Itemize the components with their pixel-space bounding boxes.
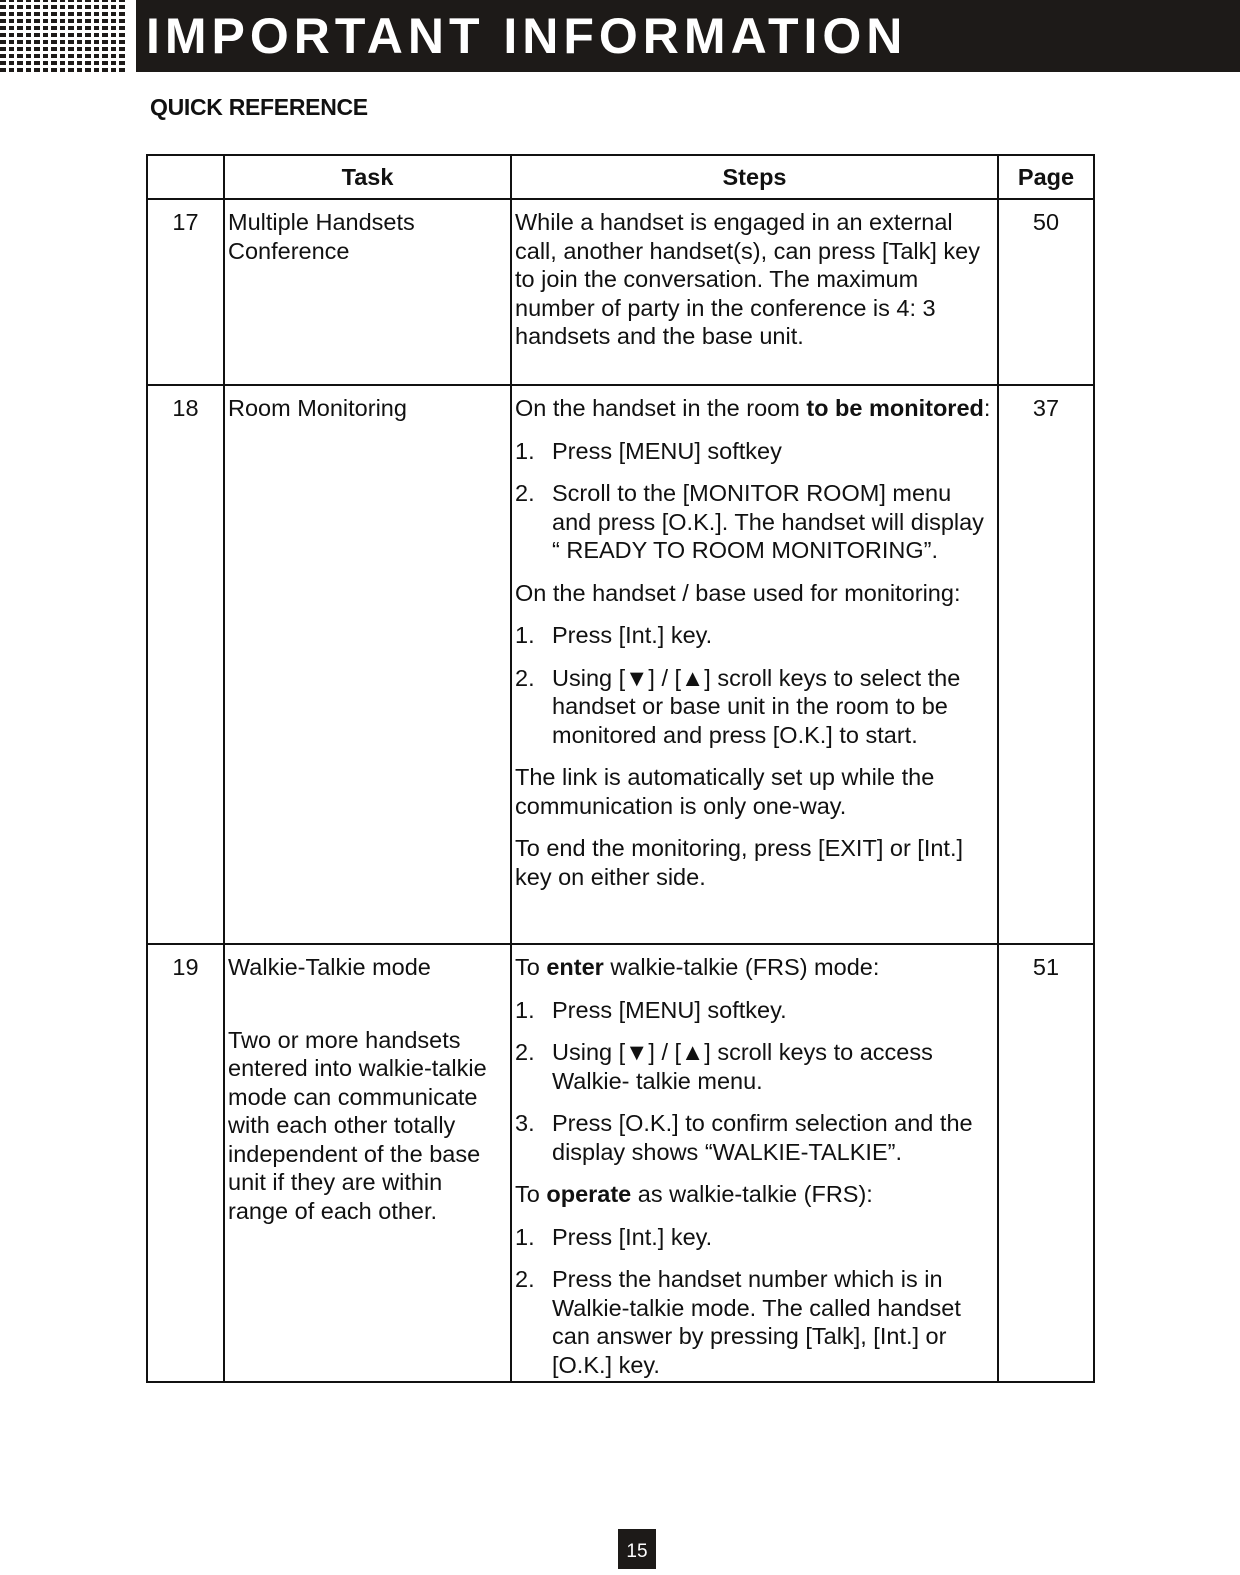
header-page: Page xyxy=(998,155,1094,199)
steps-text: While a handset is engaged in an external call, another handset(s), can press [Talk] key to join the conversation. The maximum number of party in the conference is 4: 3 handsets and the base unit. xyxy=(515,209,980,349)
table-row xyxy=(147,385,1094,944)
list-item: 2. Press the handset number which is in Walkie-talkie mode. The called handset can answer by pressing [Talk], [Int.] or [O.K.] key. xyxy=(515,1266,961,1378)
task-name: Walkie-Talkie mode xyxy=(228,954,431,980)
steps-intro: On the handset in the room to be monitored: xyxy=(515,395,991,421)
list-item: 1. Press [MENU] softkey. xyxy=(515,996,787,1023)
list-item: 1. Press [Int.] key. xyxy=(515,622,713,648)
page-reference: 51 xyxy=(998,944,1094,1382)
steps-list xyxy=(515,437,993,565)
quick-reference-table xyxy=(146,154,1095,1383)
task-name: Multiple Handsets Conference xyxy=(224,199,511,385)
table-row xyxy=(147,199,1094,385)
row-number: 18 xyxy=(147,385,224,944)
task-note: Two or more handsets entered into walkie-talkie mode can communicate with each other totally independent of the base unit if they are within range of each other. xyxy=(228,1026,487,1224)
page-reference: 37 xyxy=(998,385,1094,944)
table-row xyxy=(147,944,1094,1382)
list-item: 1. Press [Int.] key. xyxy=(515,1223,713,1250)
steps-intro: On the handset / base used for monitoring: xyxy=(515,579,961,606)
steps-list xyxy=(515,996,993,1167)
task-name: Room Monitoring xyxy=(224,385,511,944)
page-number: 15 xyxy=(618,1529,656,1569)
steps-note: To end the monitoring, press [EXIT] or [Int.] key on either side. xyxy=(515,835,964,890)
header-bar xyxy=(136,0,1240,72)
header-steps: Steps xyxy=(511,155,998,199)
header-num xyxy=(147,155,224,199)
steps-intro: To enter walkie-talkie (FRS) mode: xyxy=(515,954,880,980)
page-title: IMPORTANT INFORMATION xyxy=(146,8,908,64)
steps-list xyxy=(515,621,993,749)
row-number: 19 xyxy=(147,944,224,1382)
list-item: 2. Using [▼] / [▲] scroll keys to access Walkie- talkie menu. xyxy=(515,1039,933,1094)
list-item: 2. Scroll to the [MONITOR ROOM] menu and press [O.K.]. The handset will display “ READY TO ROOM MONITORING”. xyxy=(515,480,984,563)
steps-note: The link is automatically set up while the communication is only one-way. xyxy=(515,764,935,819)
list-item: 3. Press [O.K.] to confirm selection and the display shows “WALKIE-TALKIE”. xyxy=(515,1110,973,1165)
steps-intro: To operate as walkie-talkie (FRS): xyxy=(515,1181,873,1207)
list-item: 2. Using [▼] / [▲] scroll keys to select the handset or base unit in the room to be monitored and press [O.K.] to start. xyxy=(515,664,961,748)
row-number: 17 xyxy=(147,199,224,385)
steps-cell xyxy=(511,944,998,1382)
section-title: QUICK REFERENCE xyxy=(150,94,368,120)
table-header-row xyxy=(147,155,1094,199)
header-logo-pattern xyxy=(0,0,127,72)
steps-cell xyxy=(511,385,998,944)
page-reference: 50 xyxy=(998,199,1094,385)
steps-list xyxy=(515,1223,993,1380)
list-item: 1. Press [MENU] softkey xyxy=(515,437,782,464)
steps-cell xyxy=(511,199,998,385)
header-task: Task xyxy=(224,155,511,199)
task-cell xyxy=(224,944,511,1382)
